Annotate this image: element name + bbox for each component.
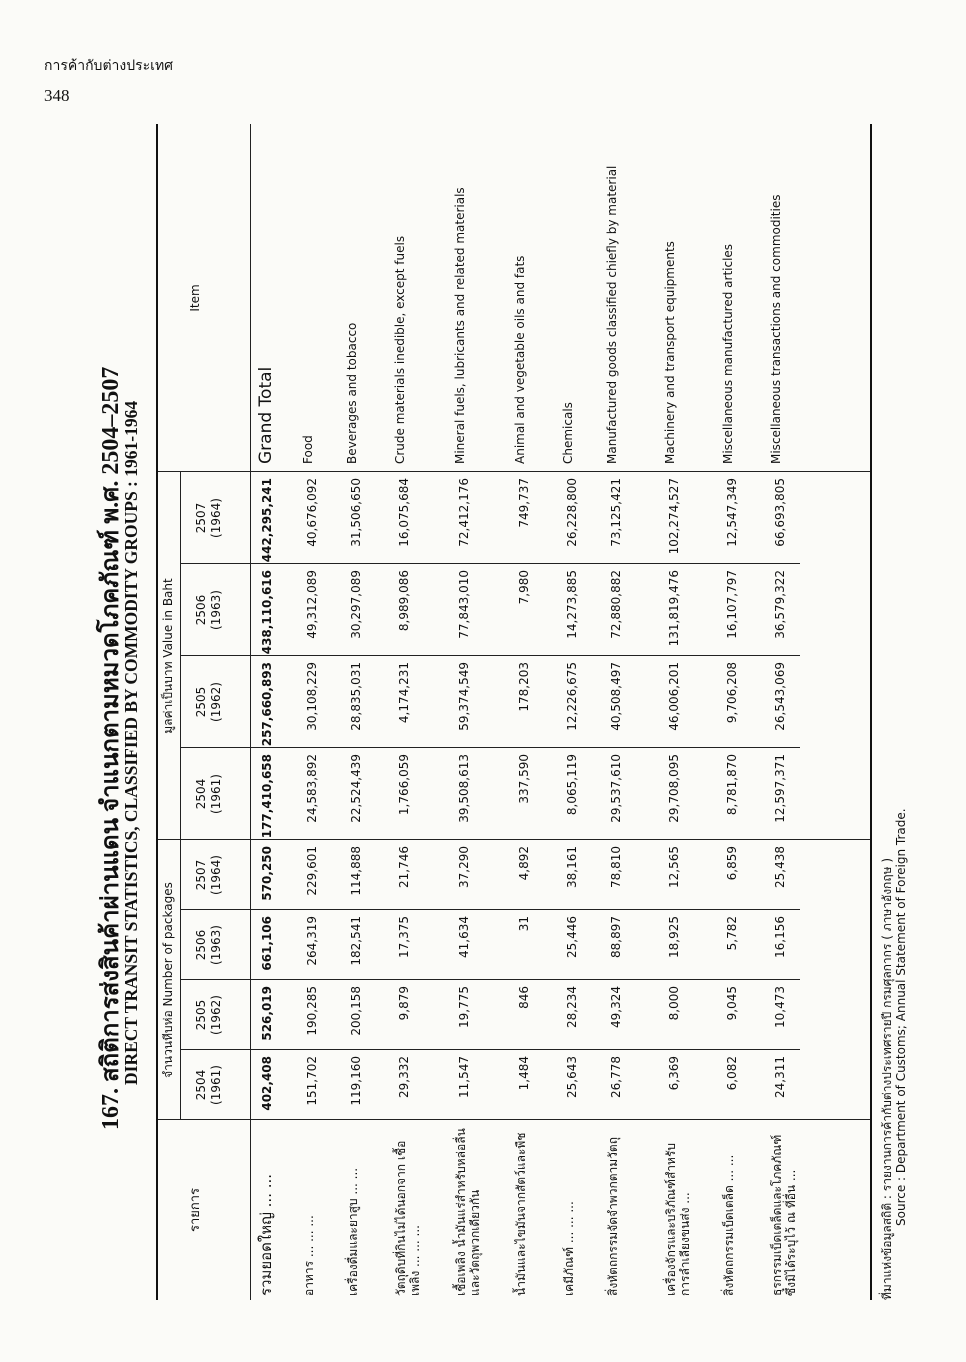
year-header-package <box>194 840 224 910</box>
package-count-cell: 31 <box>517 916 531 932</box>
value-baht-cell: 30,297,089 <box>349 570 363 639</box>
value-baht-cell: 14,273,885 <box>565 570 579 639</box>
value-baht-cell: 8,989,086 <box>397 570 411 632</box>
year-be: 2507 <box>194 859 208 891</box>
table-title-english: DIRECT TRANSIT STATISTICS, CLASSIFIED BY COMMODITY GROUPS : 1961-1964 <box>121 400 141 1085</box>
package-count-cell: 229,601 <box>305 846 319 896</box>
year-header-value <box>194 564 224 656</box>
value-baht-cell: 36,579,322 <box>773 570 787 639</box>
row-label-thai: วัตถุดิบที่กินไม่ได้นอกจาก เชื้อเพลิง ... ... ... <box>394 1140 422 1296</box>
row-label-english: Mineral fuels, lubricants and related materials <box>453 187 467 464</box>
package-count-cell: 25,438 <box>773 846 787 888</box>
row-label-thai: สิ่งหัตถกรรมเบ็ดเตล็ด ... ... <box>722 1154 736 1296</box>
year-be: 2504 <box>194 1069 208 1101</box>
package-count-cell: 11,547 <box>457 1056 471 1098</box>
year-ce: (1964) <box>209 498 223 538</box>
source-note-thai: ที่มาแห่งข้อมูลสถิติ : รายงานการค้ากับต่างประเทศรายปี กรมศุลกากร ( ภาษาอังกฤษ ) <box>880 858 894 1300</box>
row-label-thai: อาหาร ... ... ... <box>302 1215 316 1296</box>
value-baht-cell: 73,125,421 <box>609 478 623 547</box>
value-baht-cell: 9,706,208 <box>725 662 739 724</box>
header-bottom-rule <box>250 124 251 1300</box>
row-label-english: Miscellaneous transactions and commodities <box>769 194 783 464</box>
package-count-cell: 21,746 <box>397 846 411 888</box>
row-label-english: Animal and vegetable oils and fats <box>513 255 527 464</box>
package-count-cell: 19,775 <box>457 986 471 1028</box>
package-count-cell: 25,643 <box>565 1056 579 1098</box>
package-count-cell: 10,473 <box>773 986 787 1028</box>
value-baht-cell: 16,107,797 <box>725 570 739 639</box>
package-count-cell: 190,285 <box>305 986 319 1036</box>
row-label-thai: เครื่องจักรและบริภัณฑ์สำหรับ การลำเลียงขนส่ง ... <box>664 1142 692 1296</box>
value-baht-cell: 12,597,371 <box>773 754 787 823</box>
year-be: 2507 <box>194 502 208 534</box>
package-count-cell: 41,634 <box>457 916 471 958</box>
package-count-cell: 402,408 <box>260 1056 274 1111</box>
package-count-cell: 25,446 <box>565 916 579 958</box>
package-count-cell: 29,332 <box>397 1056 411 1098</box>
table-title-thai: 167. สถิติการส่งสินค้าผ่านแดน จำแนกตามหมวดโภคภัณฑ์ พ.ศ. 2504–2507 <box>98 366 124 1130</box>
package-count-cell: 8,000 <box>667 986 681 1021</box>
year-header-value <box>194 656 224 748</box>
row-label-english: Miscellaneous manufactured articles <box>721 243 735 464</box>
row-label-english: Food <box>301 435 315 464</box>
value-baht-cell: 337,590 <box>517 754 531 804</box>
value-baht-cell: 26,543,069 <box>773 662 787 731</box>
value-baht-cell: 8,781,870 <box>725 754 739 816</box>
page-number: 348 <box>44 86 70 105</box>
package-count-cell: 661,106 <box>260 916 274 971</box>
value-baht-cell: 22,524,439 <box>349 754 363 823</box>
package-count-cell: 4,892 <box>517 846 531 881</box>
package-count-cell: 200,158 <box>349 986 363 1036</box>
package-count-cell: 16,156 <box>773 916 787 958</box>
year-ce: (1963) <box>209 925 223 965</box>
package-count-cell: 526,019 <box>260 986 274 1041</box>
value-baht-cell: 438,110,616 <box>260 570 274 655</box>
rotated-table-page <box>30 120 910 1300</box>
year-ce: (1962) <box>209 682 223 722</box>
value-baht-cell: 29,708,095 <box>667 754 681 823</box>
package-count-cell: 17,375 <box>397 916 411 958</box>
package-count-cell: 151,702 <box>305 1056 319 1106</box>
year-header-package <box>194 980 224 1050</box>
package-count-cell: 570,250 <box>260 846 274 901</box>
value-baht-cell: 28,835,031 <box>349 662 363 731</box>
package-count-cell: 18,925 <box>667 916 681 958</box>
value-baht-cell: 30,108,229 <box>305 662 319 731</box>
package-count-cell: 49,324 <box>609 986 623 1028</box>
package-count-cell: 37,290 <box>457 846 471 888</box>
value-baht-cell: 257,660,893 <box>260 662 274 747</box>
package-count-cell: 6,369 <box>667 1056 681 1091</box>
statistics-table <box>156 124 872 1300</box>
value-baht-cell: 66,693,805 <box>773 478 787 547</box>
year-header-value <box>194 472 224 564</box>
package-count-cell: 114,888 <box>349 846 363 896</box>
package-count-cell: 24,311 <box>773 1056 787 1098</box>
package-count-cell: 182,541 <box>349 916 363 966</box>
value-baht-cell: 8,065,119 <box>565 754 579 816</box>
value-baht-cell: 59,374,549 <box>457 662 471 731</box>
year-header-package <box>194 910 224 980</box>
source-note-english: Source : Department of Customs; Annual Statement of Foreign Trade. <box>894 808 908 1226</box>
row-label-english: Chemicals <box>561 402 575 464</box>
row-label-thai: เชื้อเพลิง น้ำมันแร่สำหรับหล่อลื่นและวัตถุพวกเดียวกัน <box>454 1128 482 1296</box>
item-english-header: Item <box>188 284 202 312</box>
package-count-cell: 119,160 <box>349 1056 363 1106</box>
value-baht-cell: 749,737 <box>517 478 531 528</box>
row-label-thai: สิ่งหัตถกรรมจัดจำพวกตามวัตถุ <box>606 1137 620 1296</box>
value-baht-cell: 102,274,527 <box>667 478 681 555</box>
package-count-cell: 264,319 <box>305 916 319 966</box>
year-ce: (1961) <box>209 1065 223 1105</box>
package-count-cell: 9,879 <box>397 986 411 1021</box>
year-be: 2506 <box>194 594 208 626</box>
value-baht-cell: 26,228,800 <box>565 478 579 547</box>
year-be: 2505 <box>194 999 208 1031</box>
running-header: การค้ากับต่างประเทศ <box>44 58 174 74</box>
package-count-cell: 846 <box>517 986 531 1009</box>
year-be: 2504 <box>194 778 208 810</box>
package-count-cell: 78,810 <box>609 846 623 888</box>
value-baht-cell: 29,537,610 <box>609 754 623 823</box>
row-label-english: Beverages and tobacco <box>345 322 359 464</box>
value-baht-cell: 39,508,613 <box>457 754 471 823</box>
group-band-rule <box>180 472 181 1120</box>
package-count-cell: 6,859 <box>725 846 739 881</box>
value-baht-cell: 442,295,241 <box>260 478 274 563</box>
value-baht-cell: 7,980 <box>517 570 531 605</box>
package-count-cell: 5,782 <box>725 916 739 951</box>
value-group-header: มูลค่าเป็นบาท Value in Baht <box>161 578 175 734</box>
year-header-package <box>194 1050 224 1120</box>
row-label-thai: รวมยอดใหญ่ ... ... <box>257 1173 275 1296</box>
package-count-cell: 38,161 <box>565 846 579 888</box>
value-baht-cell: 4,174,231 <box>397 662 411 724</box>
value-baht-cell: 40,508,497 <box>609 662 623 731</box>
year-be: 2506 <box>194 929 208 961</box>
row-label-english: Grand Total <box>256 366 276 464</box>
package-count-cell: 28,234 <box>565 986 579 1028</box>
year-ce: (1961) <box>209 774 223 814</box>
package-count-cell: 9,045 <box>725 986 739 1021</box>
row-label-english: Crude materials inedible, except fuels <box>393 235 407 464</box>
value-baht-cell: 1,766,059 <box>397 754 411 816</box>
row-label-english: Machinery and transport equipments <box>663 241 677 464</box>
row-label-thai: เครื่องดื่มและยาสูบ ... ... <box>346 1167 360 1296</box>
value-baht-cell: 178,203 <box>517 662 531 712</box>
value-baht-cell: 46,006,201 <box>667 662 681 731</box>
year-ce: (1964) <box>209 855 223 895</box>
value-baht-cell: 72,412,176 <box>457 478 471 547</box>
row-label-thai: เคมีภัณฑ์ ... ... ... <box>562 1201 576 1296</box>
package-count-cell: 88,897 <box>609 916 623 958</box>
value-baht-cell: 12,226,675 <box>565 662 579 731</box>
value-baht-cell: 16,075,684 <box>397 478 411 547</box>
item-thai-header: รายการ <box>188 1187 203 1233</box>
value-baht-cell: 77,843,010 <box>457 570 471 639</box>
package-count-cell: 26,778 <box>609 1056 623 1098</box>
package-count-cell: 12,565 <box>667 846 681 888</box>
year-be: 2505 <box>194 686 208 718</box>
row-label-thai: น้ำมันและไขมันจากสัตว์และพืช <box>514 1132 528 1296</box>
packages-group-header: จำนวนหีบห่อ Number of packages <box>161 882 175 1078</box>
package-count-cell: 1,484 <box>517 1056 531 1091</box>
column-rule <box>158 471 870 472</box>
row-label-english: Manufactured goods classified chiefly by material <box>605 165 619 464</box>
value-baht-cell: 40,676,092 <box>305 478 319 547</box>
value-baht-cell: 131,819,476 <box>667 570 681 647</box>
value-baht-cell: 49,312,089 <box>305 570 319 639</box>
value-baht-cell: 31,506,650 <box>349 478 363 547</box>
row-label-thai: ธุรกรรมเบ็ดเตล็ดและโภคภัณฑ์ ซึ่งมิได้ระบุไว้ ณ ที่อื่น ... <box>770 1134 798 1296</box>
year-ce: (1963) <box>209 590 223 630</box>
year-ce: (1962) <box>209 995 223 1035</box>
value-baht-cell: 24,583,892 <box>305 754 319 823</box>
value-baht-cell: 72,880,882 <box>609 570 623 639</box>
year-header-value <box>194 748 224 840</box>
package-count-cell: 6,082 <box>725 1056 739 1091</box>
value-baht-cell: 177,410,658 <box>260 754 274 839</box>
value-baht-cell: 12,547,349 <box>725 478 739 547</box>
